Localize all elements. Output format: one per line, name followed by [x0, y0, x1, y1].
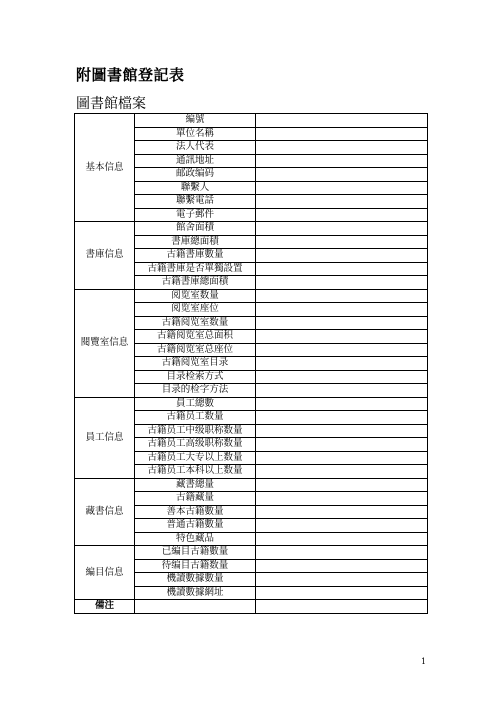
field-value-cell[interactable]	[256, 127, 428, 141]
field-value-cell[interactable]	[256, 357, 428, 371]
field-label: 編號	[135, 114, 256, 128]
document-subtitle: 圖書館檔案	[76, 96, 146, 112]
document-title: 附圖書館登記表	[76, 66, 185, 84]
field-label: 法人代表	[135, 141, 256, 155]
field-label: 藏書總量	[135, 478, 256, 492]
remark-value-cell[interactable]	[135, 600, 256, 614]
field-value-cell[interactable]	[256, 330, 428, 344]
field-label: 古籍書庫是否單獨設置	[135, 262, 256, 276]
field-label: 古籍藏量	[135, 492, 256, 506]
remark-label: 備注	[75, 600, 135, 614]
field-label: 古籍阅览室数量	[135, 316, 256, 330]
field-value-cell[interactable]	[256, 208, 428, 222]
remark-row	[75, 600, 428, 614]
field-label: 單位名稱	[135, 127, 256, 141]
field-value-cell[interactable]	[256, 235, 428, 249]
field-value-cell[interactable]	[256, 397, 428, 411]
group-label: 藏書信息	[75, 478, 135, 546]
field-label: 機讀數據網址	[135, 586, 256, 600]
field-value-cell[interactable]	[256, 478, 428, 492]
table-row	[75, 546, 428, 560]
table-row	[75, 222, 428, 236]
group-label: 書庫信息	[75, 222, 135, 290]
table-row	[75, 397, 428, 411]
field-value-cell[interactable]	[256, 559, 428, 573]
table-row	[75, 478, 428, 492]
field-label: 邮政编码	[135, 168, 256, 182]
field-label: 善本古籍數量	[135, 505, 256, 519]
field-value-cell[interactable]	[256, 276, 428, 290]
field-value-cell[interactable]	[256, 492, 428, 506]
field-label: 特色藏品	[135, 532, 256, 546]
field-label: 館舍面積	[135, 222, 256, 236]
field-label: 普通古籍數量	[135, 519, 256, 533]
field-value-cell[interactable]	[256, 519, 428, 533]
field-label: 目录的检字方法	[135, 384, 256, 398]
field-label: 古籍阅览室目录	[135, 357, 256, 371]
field-label: 聯繫電話	[135, 195, 256, 209]
field-value-cell[interactable]	[256, 370, 428, 384]
field-value-cell[interactable]	[256, 465, 428, 479]
field-label: 古籍员工中级职称数量	[135, 424, 256, 438]
field-label: 阅览室数量	[135, 289, 256, 303]
field-value-cell[interactable]	[256, 343, 428, 357]
field-label: 古籍書庫數量	[135, 249, 256, 263]
field-value-cell[interactable]	[256, 438, 428, 452]
remark-value-cell[interactable]	[256, 600, 428, 614]
field-label: 機讀數據數量	[135, 573, 256, 587]
field-value-cell[interactable]	[256, 424, 428, 438]
field-value-cell[interactable]	[256, 249, 428, 263]
field-label: 通訊地址	[135, 154, 256, 168]
field-value-cell[interactable]	[256, 586, 428, 600]
field-value-cell[interactable]	[256, 168, 428, 182]
field-value-cell[interactable]	[256, 181, 428, 195]
field-value-cell[interactable]	[256, 546, 428, 560]
field-label: 書庫總面積	[135, 235, 256, 249]
field-label: 古籍员工本科以上数量	[135, 465, 256, 479]
field-label: 待编目古籍数量	[135, 559, 256, 573]
field-value-cell[interactable]	[256, 141, 428, 155]
field-value-cell[interactable]	[256, 303, 428, 317]
field-value-cell[interactable]	[256, 195, 428, 209]
field-label: 目录检索方式	[135, 370, 256, 384]
field-label: 已編目古籍數量	[135, 546, 256, 560]
field-label: 阅览室座位	[135, 303, 256, 317]
field-value-cell[interactable]	[256, 451, 428, 465]
field-label: 古籍阅览室总座位	[135, 343, 256, 357]
field-label: 古籍書庫總面積	[135, 276, 256, 290]
field-value-cell[interactable]	[256, 262, 428, 276]
field-value-cell[interactable]	[256, 411, 428, 425]
table-row	[75, 289, 428, 303]
group-label: 閱覽室信息	[75, 289, 135, 397]
field-label: 古籍阅览室总面积	[135, 330, 256, 344]
table-row	[75, 114, 428, 128]
registration-table	[74, 113, 428, 614]
group-label: 員工信息	[75, 397, 135, 478]
field-value-cell[interactable]	[256, 316, 428, 330]
field-label: 員工總數	[135, 397, 256, 411]
field-value-cell[interactable]	[256, 505, 428, 519]
group-label: 基本信息	[75, 114, 135, 222]
field-value-cell[interactable]	[256, 289, 428, 303]
page-number: 1	[421, 657, 427, 666]
field-value-cell[interactable]	[256, 154, 428, 168]
field-value-cell[interactable]	[256, 222, 428, 236]
field-label: 電子郵件	[135, 208, 256, 222]
field-value-cell[interactable]	[256, 532, 428, 546]
field-value-cell[interactable]	[256, 114, 428, 128]
field-label: 聯繫人	[135, 181, 256, 195]
field-label: 古籍员工高级职称数量	[135, 438, 256, 452]
field-value-cell[interactable]	[256, 573, 428, 587]
field-value-cell[interactable]	[256, 384, 428, 398]
field-label: 古籍员工大专以上数量	[135, 451, 256, 465]
group-label: 編目信息	[75, 546, 135, 600]
field-label: 古籍员工数量	[135, 411, 256, 425]
